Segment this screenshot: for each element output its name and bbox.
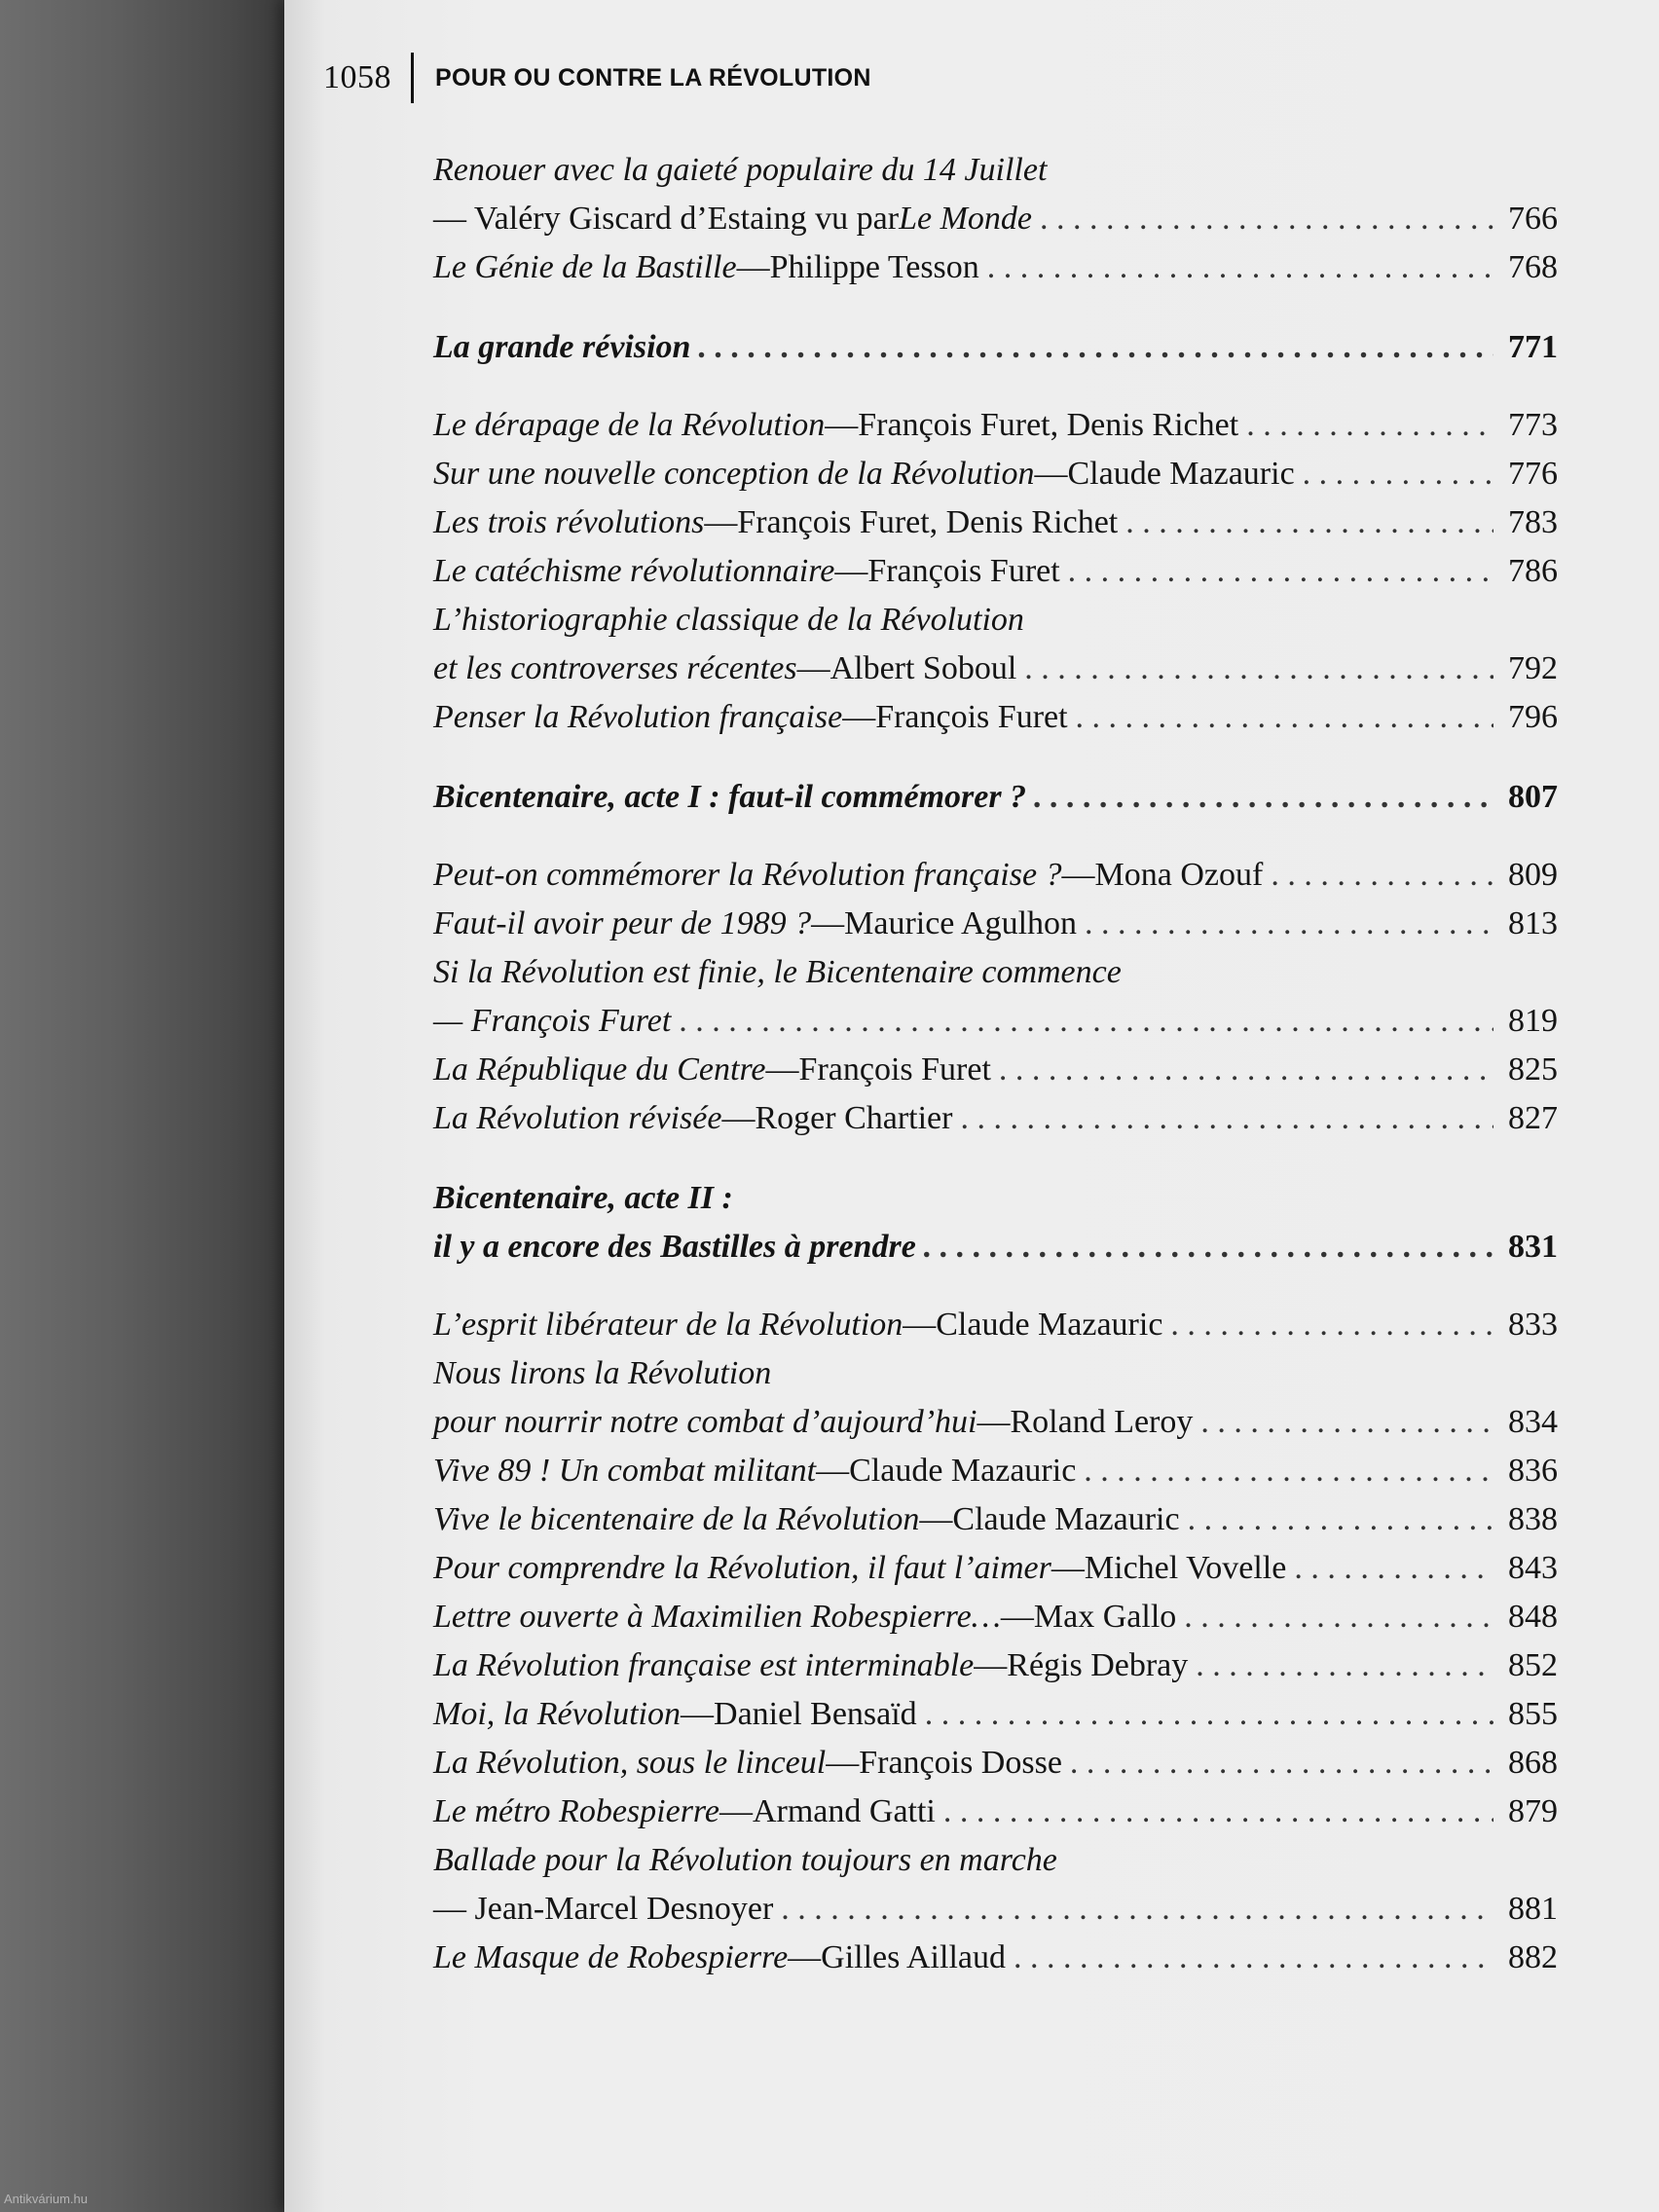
toc-entry-title: Penser la Révolution française	[433, 699, 843, 735]
leader-dots	[1184, 1593, 1493, 1641]
leader-dots	[924, 1223, 1493, 1272]
leader-dots	[1294, 1544, 1493, 1593]
toc-entry-line	[433, 948, 1558, 997]
toc-page-number: 838	[1508, 1501, 1558, 1537]
page-header	[323, 51, 871, 105]
leader-dots	[1125, 498, 1493, 547]
toc-entry-title: Lettre ouverte à Maximilien Robespierre…	[433, 1599, 1001, 1635]
toc-entry-author: Armand Gatti	[752, 1793, 936, 1829]
toc-entry-line	[433, 596, 1558, 645]
section-title: Bicentenaire, acte I : faut-il commémorer ?	[433, 779, 1027, 815]
toc-entry-line	[433, 1349, 1558, 1398]
toc-entry-author: Claude Mazauric	[849, 1453, 1077, 1489]
toc-entry-title: Pour comprendre la Révolution, il faut l’aimer	[433, 1550, 1051, 1586]
toc-page-number: 792	[1508, 650, 1558, 686]
toc-entry-author: Daniel Bensaïd	[714, 1696, 917, 1732]
toc-page-number: 809	[1508, 857, 1558, 893]
toc-page-number: 834	[1508, 1404, 1558, 1440]
toc-page-number: 831	[1508, 1229, 1558, 1265]
toc-entry: La République du Centre — François Furet . . . 825	[433, 1046, 1558, 1094]
toc-entry-author: Gilles Aillaud	[821, 1939, 1006, 1975]
toc-entry-title: L’historiographie classique de la Révolution	[433, 602, 1024, 638]
toc-entry: Moi, la Révolution — Daniel Bensaïd . . . 855	[433, 1690, 1558, 1739]
toc-entry-title: Vive 89 ! Un combat militant	[433, 1453, 817, 1489]
toc-entry	[433, 195, 1558, 243]
toc-entry-author: Régis Debray	[1007, 1647, 1189, 1683]
toc-entry-title: La République du Centre	[433, 1051, 766, 1088]
toc-page-number: 768	[1508, 249, 1558, 285]
toc-page-number: 833	[1508, 1307, 1558, 1343]
toc-page-number: 836	[1508, 1453, 1558, 1489]
toc-page-number: 773	[1508, 407, 1558, 443]
running-title: POUR OU CONTRE LA RÉVOLUTION	[435, 63, 871, 92]
leader-dots	[1070, 1739, 1493, 1788]
toc-entry-title: Moi, la Révolution	[433, 1696, 682, 1732]
toc-entry: Les trois révolutions — François Furet, Denis Richet . . . 783	[433, 498, 1558, 547]
section-title: La grande révision	[433, 329, 691, 365]
toc-entry-title: Le catéchisme révolutionnaire	[433, 553, 835, 589]
toc-page-number: 843	[1508, 1550, 1558, 1586]
toc-entry	[433, 997, 1558, 1046]
toc-entry-title: Si la Révolution est finie, le Bicentenaire commence	[433, 954, 1122, 990]
toc-entry-author: François Furet	[867, 553, 1060, 589]
header-divider	[411, 53, 414, 103]
toc-entry: Le dérapage de la Révolution — François Furet, Denis Richet . . . 773	[433, 401, 1558, 450]
toc-page-number: 852	[1508, 1647, 1558, 1683]
toc-entry: Vive 89 ! Un combat militant — Claude Mazauric . . . 836	[433, 1447, 1558, 1495]
toc-entry: Faut-il avoir peur de 1989 ? — Maurice Agulhon . . . 813	[433, 900, 1558, 948]
toc-entry: Pour comprendre la Révolution, il faut l’aimer — Michel Vovelle . . . 843	[433, 1544, 1558, 1593]
leader-dots	[679, 997, 1493, 1046]
leader-dots	[1200, 1398, 1493, 1447]
toc-section-heading	[433, 773, 1558, 822]
toc-entry	[433, 1885, 1558, 1934]
leader-dots	[1068, 547, 1493, 596]
toc-entry: Le Génie de la Bastille — Philippe Tesson . . . 768	[433, 243, 1558, 292]
leader-dots	[1170, 1301, 1493, 1349]
leader-dots	[1188, 1495, 1493, 1544]
toc-page-number: 855	[1508, 1696, 1558, 1732]
toc-page-number: 848	[1508, 1599, 1558, 1635]
book-page	[284, 0, 1659, 2212]
toc-section-heading	[433, 1223, 1558, 1272]
toc-entry-title: L’esprit libérateur de la Révolution	[433, 1307, 903, 1343]
toc-entry-title: Ballade pour la Révolution toujours en marche	[433, 1842, 1057, 1878]
toc-entry-title: Le métro Robespierre	[433, 1793, 719, 1829]
leader-dots	[960, 1094, 1493, 1143]
leader-dots	[1196, 1641, 1493, 1690]
toc-entry-line	[433, 146, 1558, 195]
toc-section-heading	[433, 323, 1558, 372]
toc-entry-author: Maurice Agulhon	[844, 905, 1078, 941]
toc-entry-author: Mona Ozouf	[1094, 857, 1264, 893]
toc-entry-line	[433, 1836, 1558, 1885]
toc-page-number: 827	[1508, 1100, 1558, 1136]
toc-entry: pour nourrir notre combat d’aujourd’hui — Roland Leroy . . . 834	[433, 1398, 1558, 1447]
toc-entry-title: Nous lirons la Révolution	[433, 1355, 772, 1391]
leader-dots	[1034, 773, 1493, 822]
toc-entry-author: François Furet, Denis Richet	[737, 504, 1119, 540]
leader-dots	[1085, 900, 1493, 948]
toc-entry-author: — Valéry Giscard d’Estaing vu par	[433, 201, 900, 237]
toc-entry-title: Faut-il avoir peur de 1989 ?	[433, 905, 812, 941]
section-title: Bicentenaire, acte II :	[433, 1180, 733, 1216]
toc-entry-author: Claude Mazauric	[936, 1307, 1163, 1343]
page-number: 1058	[323, 59, 391, 95]
toc-entry-author: François Dosse	[859, 1745, 1062, 1781]
leader-dots	[781, 1885, 1493, 1934]
leader-dots	[1076, 693, 1493, 742]
toc-entry-title: pour nourrir notre combat d’aujourd’hui	[433, 1404, 977, 1440]
toc-entry-title: La Révolution française est interminable	[433, 1647, 975, 1683]
toc-entry: Lettre ouverte à Maximilien Robespierre… — Max Gallo . . . 848	[433, 1593, 1558, 1641]
toc-page-number: 776	[1508, 456, 1558, 492]
toc-entry: et les controverses récentes — Albert Soboul . . . 792	[433, 645, 1558, 693]
toc-entry-author: Albert Soboul	[830, 650, 1017, 686]
leader-dots	[925, 1690, 1493, 1739]
toc-page-number: 807	[1508, 779, 1558, 815]
toc-entry: Le catéchisme révolutionnaire — François Furet . . . 786	[433, 547, 1558, 596]
leader-dots	[1014, 1934, 1493, 1982]
toc-entry-author: Max Gallo	[1033, 1599, 1177, 1635]
toc-entry: La Révolution, sous le linceul — François Dosse . . . 868	[433, 1739, 1558, 1788]
toc-page-number: 879	[1508, 1793, 1558, 1829]
toc-entry-author: — François Furet	[433, 1003, 672, 1039]
toc-entry-author: Roland Leroy	[1010, 1404, 1194, 1440]
toc-entry-author-italic: Le Monde	[899, 201, 1032, 237]
toc-entry-author: François Furet	[875, 699, 1068, 735]
toc-entry-author: Roger Chartier	[755, 1100, 953, 1136]
toc-entry: Vive le bicentenaire de la Révolution — Claude Mazauric . . . 838	[433, 1495, 1558, 1544]
toc-entry-author: François Furet, Denis Richet	[858, 407, 1239, 443]
toc-entry-title: Le dérapage de la Révolution	[433, 407, 826, 443]
leader-dots	[1084, 1447, 1493, 1495]
toc-page-number: 796	[1508, 699, 1558, 735]
toc-section-heading-line	[433, 1174, 1558, 1223]
leader-dots	[987, 243, 1493, 292]
toc-entry: Sur une nouvelle conception de la Révolution — Claude Mazauric . . . 776	[433, 450, 1558, 498]
toc-page-number: 771	[1508, 329, 1558, 365]
toc-entry-title: Les trois révolutions	[433, 504, 705, 540]
toc-page-number: 881	[1508, 1891, 1558, 1927]
toc-entry-author: — Jean-Marcel Desnoyer	[433, 1891, 774, 1927]
section-title: il y a encore des Bastilles à prendre	[433, 1229, 916, 1265]
toc-entry-title: et les controverses récentes	[433, 650, 797, 686]
table-of-contents	[433, 146, 1558, 1982]
toc-entry-title: Sur une nouvelle conception de la Révolution	[433, 456, 1035, 492]
toc-entry: La Révolution révisée — Roger Chartier . . . 827	[433, 1094, 1558, 1143]
toc-entry-author: Michel Vovelle	[1084, 1550, 1287, 1586]
toc-page-number: 868	[1508, 1745, 1558, 1781]
toc-entry: Peut-on commémorer la Révolution française ? — Mona Ozouf . . . 809	[433, 851, 1558, 900]
toc-entry: Le métro Robespierre — Armand Gatti . . . 879	[433, 1788, 1558, 1836]
toc-entry-title: La Révolution, sous le linceul	[433, 1745, 827, 1781]
toc-entry-title: Vive le bicentenaire de la Révolution	[433, 1501, 920, 1537]
toc-page-number: 783	[1508, 504, 1558, 540]
leader-dots	[1246, 401, 1493, 450]
leader-dots	[999, 1046, 1493, 1094]
toc-entry-title: Le Génie de la Bastille	[433, 249, 737, 285]
toc-entry-title: Peut-on commémorer la Révolution française ?	[433, 857, 1062, 893]
toc-page-number: 813	[1508, 905, 1558, 941]
leader-dots	[698, 323, 1493, 372]
toc-entry-title: La Révolution révisée	[433, 1100, 722, 1136]
toc-page-number: 882	[1508, 1939, 1558, 1975]
toc-page-number: 819	[1508, 1003, 1558, 1039]
toc-entry-title: Renouer avec la gaieté populaire du 14 Juillet	[433, 152, 1048, 188]
toc-entry-author: Claude Mazauric	[952, 1501, 1180, 1537]
toc-entry: La Révolution française est interminable — Régis Debray . . . 852	[433, 1641, 1558, 1690]
toc-entry-author: François Furet	[798, 1051, 991, 1088]
leader-dots	[1271, 851, 1493, 900]
toc-entry-author: Philippe Tesson	[769, 249, 979, 285]
toc-page-number: 766	[1508, 201, 1558, 237]
toc-entry: Le Masque de Robespierre — Gilles Aillaud . . . 882	[433, 1934, 1558, 1982]
leader-dots	[943, 1788, 1493, 1836]
toc-entry: Penser la Révolution française — François Furet . . . 796	[433, 693, 1558, 742]
leader-dots	[1024, 645, 1493, 693]
toc-entry-title: Le Masque de Robespierre	[433, 1939, 789, 1975]
toc-page-number: 825	[1508, 1051, 1558, 1088]
toc-entry-author: Claude Mazauric	[1067, 456, 1295, 492]
leader-dots	[1303, 450, 1493, 498]
book-gutter	[0, 0, 284, 2212]
leader-dots	[1040, 195, 1493, 243]
toc-page-number: 786	[1508, 553, 1558, 589]
watermark: Antikvárium.hu	[4, 2192, 88, 2206]
toc-entry: L’esprit libérateur de la Révolution — Claude Mazauric . . . 833	[433, 1301, 1558, 1349]
